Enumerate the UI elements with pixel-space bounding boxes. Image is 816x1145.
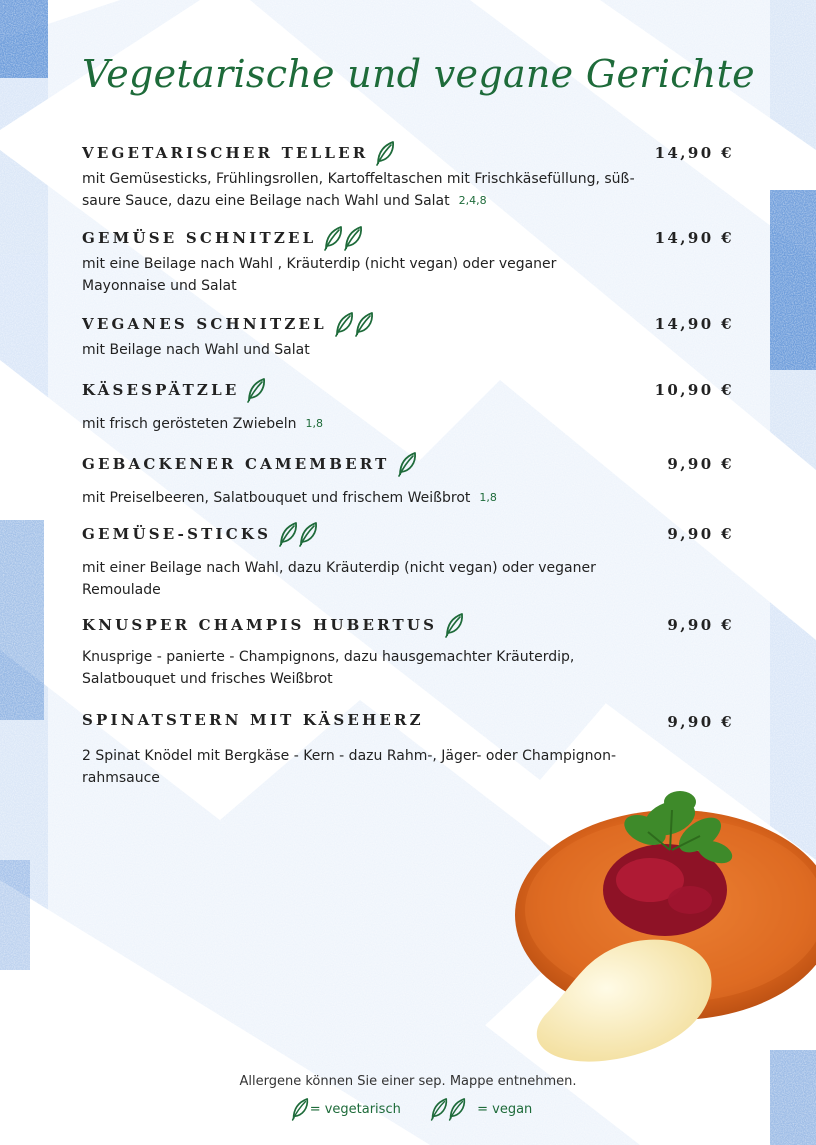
menu-item [82,140,742,212]
item-description [82,487,642,509]
menu-item [82,709,742,789]
menu-item [82,612,742,690]
menu-item [82,451,742,509]
allergen-codes: 1,8 [305,417,323,430]
item-name: VEGANES SCHNITZEL [82,315,327,333]
allergen-note: Allergene können Sie einer sep. Mappe entnehmen. [239,1074,577,1089]
diet-marker [372,140,392,166]
item-description [82,253,642,297]
item-description [82,557,642,601]
menu-item [82,377,742,435]
item-description-text: mit Beilage nach Wahl und Salat [82,342,310,358]
item-description-text: 2 Spinat Knödel mit Bergkäse - Kern - dazu Rahm-, Jäger- oder Champignon-rahmsauce [82,748,617,786]
item-description-text: mit Preiselbeeren, Salatbouquet und frischem Weißbrot [82,490,471,506]
legend-vegetarian-leaf [288,1097,306,1121]
leaf-icon [288,1097,310,1121]
fried-camembert-photo [500,780,816,1070]
leaf-icon [445,1097,467,1121]
leaf-icon [351,311,375,337]
allergen-codes: 1,8 [479,491,497,504]
item-name: GEBACKENER CAMEMBERT [82,455,390,473]
item-description [82,413,642,435]
item-description-text: mit Gemüsesticks, Frühlingsrollen, Kartoffeltaschen mit Frischkäsefüllung, süß-saure Sauce, dazu eine Beilage nach Wahl und Salat [82,171,635,209]
item-description [82,168,642,212]
diet-marker [320,225,360,251]
leaf-icon [394,451,418,477]
page-title: Vegetarische und vegane Gerichte [82,52,755,96]
item-price: 14,90 € [654,144,734,162]
menu-item [82,311,742,361]
item-name: SPINATSTERN MIT KÄSEHERZ [82,710,424,729]
leaf-icon [243,377,267,403]
item-price: 9,90 € [667,525,734,543]
legend-vegetarian-label: = vegetarisch [309,1101,401,1117]
leaf-icon [340,225,364,251]
item-description-text: mit einer Beilage nach Wahl, dazu Kräuterdip (nicht vegan) oder veganer Remoulade [82,560,596,598]
item-name: KNUSPER CHAMPIS HUBERTUS [82,616,438,634]
diet-legend [0,1097,816,1121]
item-price: 9,90 € [667,455,734,473]
item-description-text: mit eine Beilage nach Wahl , Kräuterdip (nicht vegan) oder veganer Mayonnaise und Salat [82,256,557,294]
item-name: KÄSESPÄTZLE [82,381,240,399]
item-description-text: mit frisch gerösteten Zwiebeln [82,416,297,432]
allergen-codes: 2,4,8 [458,194,487,207]
item-name: GEMÜSE SCHNITZEL [82,229,317,247]
item-description [82,339,642,361]
item-description-text: Knusprige - panierte - Champignons, dazu hausgemachter Kräuterdip, Salatbouquet und frisches Weißbrot [82,649,575,687]
item-price: 14,90 € [654,229,734,247]
diet-marker [331,311,371,337]
item-price: 14,90 € [654,315,734,333]
leaf-icon [441,612,465,638]
item-description [82,646,642,690]
leaf-icon [372,140,396,166]
menu-item [82,521,742,601]
legend-vegan-leaves [427,1097,463,1121]
item-price: 10,90 € [654,381,734,399]
diet-marker [441,612,461,638]
item-name: VEGETARISCHER TELLER [82,144,369,162]
diet-marker [275,521,315,547]
diet-marker [394,451,414,477]
item-price: 9,90 € [667,713,734,731]
menu-item [82,225,742,297]
item-price: 9,90 € [667,616,734,634]
leaf-icon [295,521,319,547]
item-name: GEMÜSE-STICKS [82,525,272,543]
diet-marker [243,377,263,403]
legend-vegan-label: = vegan [477,1101,533,1117]
